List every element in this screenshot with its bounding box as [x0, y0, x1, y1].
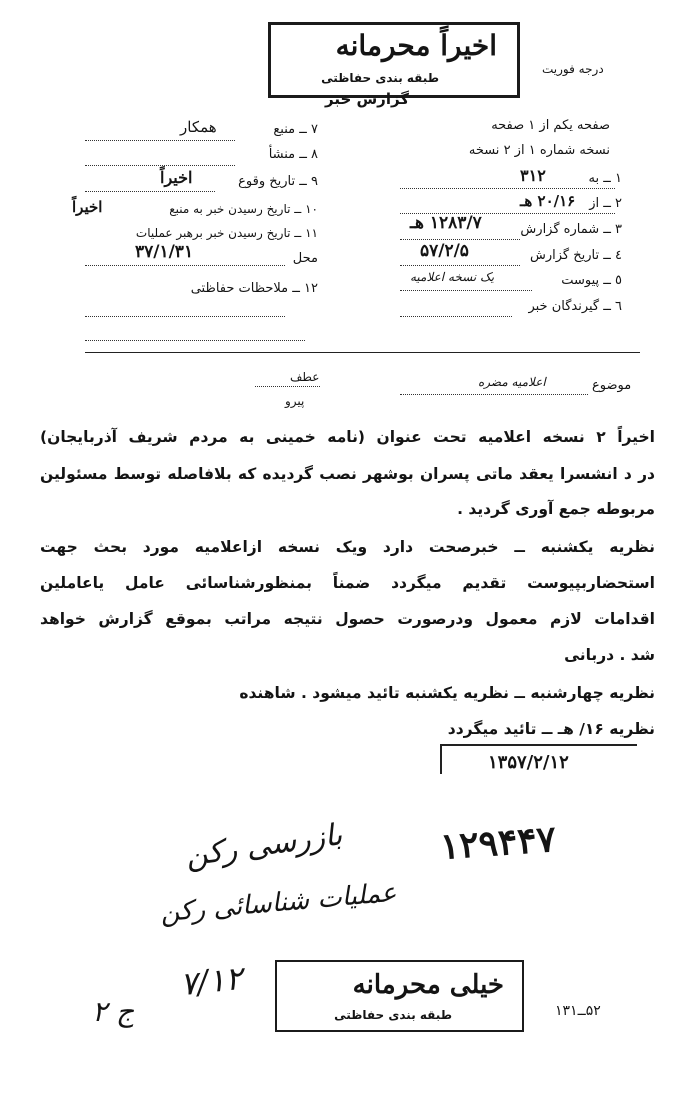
field-4-value: ۵۷/۲/۵: [420, 241, 469, 261]
body-line-8: نظریه چهارشنبه ــ نظریه یکشنبه تائید میشود . شاهنده: [239, 684, 655, 702]
copy-number: نسخه شماره ۱ از ۲ نسخه: [468, 143, 610, 158]
handwritten-note-1: بازرسی رکن: [183, 817, 345, 874]
handwritten-mark: ج ۲: [92, 995, 135, 1028]
body-line-6: اقدامات لازم معمول ودرصورت حصول نتیجه مراتب بموقع گزارش خواهد: [40, 610, 655, 628]
page-code: ۵۲ــ۱۳۱: [555, 1003, 601, 1019]
field-8-line: [85, 165, 235, 166]
body-line-5: استحضاربپیوست تقدیم میگردد ضمناً بمنظورشناسائی عامل یاعاملین: [40, 574, 655, 592]
field-2-label: ۲ ــ از: [589, 196, 622, 211]
mahal-label: محل: [292, 251, 318, 266]
subject-line: [400, 394, 588, 395]
field-12-line-1: [85, 316, 285, 317]
body-line-4: نظریه یکشنبه ــ خبرصحت دارد ویک نسخه ازاعلامیه مورد بحث جهت: [40, 538, 655, 556]
date-stamp: ۱۳۵۷/۲/۱۲: [488, 752, 569, 773]
field-6-label: ٦ ــ گیرندگان خبر: [528, 299, 622, 314]
field-9-label: ۹ ــ تاریخ وقوع: [238, 174, 318, 189]
peyro-label: پیرو: [285, 394, 305, 408]
body-line-7: شد . دربانی: [564, 646, 655, 664]
field-10-value: اخیراً: [72, 198, 103, 216]
field-3-line: [400, 239, 520, 240]
field-11-value: ۳۷/۱/۳۱: [135, 242, 194, 262]
handwritten-code: ۷/۱۲: [178, 958, 245, 1004]
field-2-value: ۲۰/۱۶ هـ: [520, 192, 576, 210]
classification-stamp-top: [268, 22, 520, 98]
field-3-label: ۳ ــ شماره گزارش: [520, 222, 622, 237]
form-title: گزارش خبر: [325, 90, 410, 108]
field-7-value: همکار: [180, 118, 217, 136]
field-7-label: ۷ ــ منبع: [273, 122, 318, 137]
handwritten-number: ۱۲۹۴۴۷: [438, 818, 558, 868]
subject-label: موضوع: [592, 378, 632, 393]
field-11-label: ۱۱ ــ تاریخ رسیدن خبر برهبر عملیات: [135, 226, 318, 240]
handwritten-note-2: عملیات شناسائی رکن: [159, 877, 398, 929]
field-1-line: [400, 188, 615, 189]
field-5-value: یک نسخه اعلامیه: [410, 270, 495, 284]
field-12-line-2: [85, 340, 305, 341]
field-9-line: [85, 191, 215, 192]
body-line-1: اخیراً ۲ نسخه اعلامیه تحت عنوان (نامه خمینی به مردم شریف آذربایجان): [40, 428, 655, 446]
body-line-3: مربوطه جمع آوری گردید .: [457, 500, 655, 518]
body-line-2: در د انشسرا یعقد ماتی پسران بوشهر نصب گردیده که بلافاصله توسط مسئولین: [40, 465, 655, 483]
priority-label: درجه فوریت: [542, 62, 604, 76]
page-count: صفحه یکم از ۱ صفحه: [491, 118, 610, 133]
field-9-value: اخیراً: [160, 168, 193, 187]
field-1-value: ۳۱۲: [520, 166, 546, 185]
field-10-label: ۱۰ ــ تاریخ رسیدن خبر به منبع: [169, 202, 318, 216]
field-1-label: ۱ ــ به: [588, 171, 622, 186]
stamp-top-handwritten: اخیراً محرمانه: [335, 29, 497, 62]
field-7-line: [85, 140, 235, 141]
classification-stamp-bottom: [275, 960, 524, 1032]
field-4-label: ٤ ــ تاریخ گزارش: [530, 248, 622, 263]
stamp-bottom-handwritten: خیلی محرمانه: [352, 970, 504, 1000]
field-5-line: [400, 290, 532, 291]
field-8-label: ۸ ــ منشأ: [268, 147, 318, 162]
field-6-line: [400, 316, 512, 317]
field-4-line: [400, 265, 520, 266]
stamp-bottom-class-label: طبقه بندی حفاظتی: [334, 1008, 452, 1022]
field-11-line: [85, 265, 285, 266]
body-line-9: نظریه ۱۶/ هـ ــ تائید میگردد: [447, 720, 655, 738]
atf-label: عطف: [290, 370, 320, 384]
field-3-value: ۱۲۸۳/۷ هـ: [410, 213, 482, 233]
field-5-label: ٥ ــ پیوست: [561, 273, 622, 288]
atf-line: [255, 386, 320, 387]
field-12-label: ۱۲ ــ ملاحظات حفاظتی: [190, 281, 318, 296]
stamp-top-class-label: طبقه بندی حفاظتی: [321, 71, 439, 85]
subject-value: اعلامیه مضره: [478, 375, 546, 389]
section-divider: [85, 352, 640, 353]
